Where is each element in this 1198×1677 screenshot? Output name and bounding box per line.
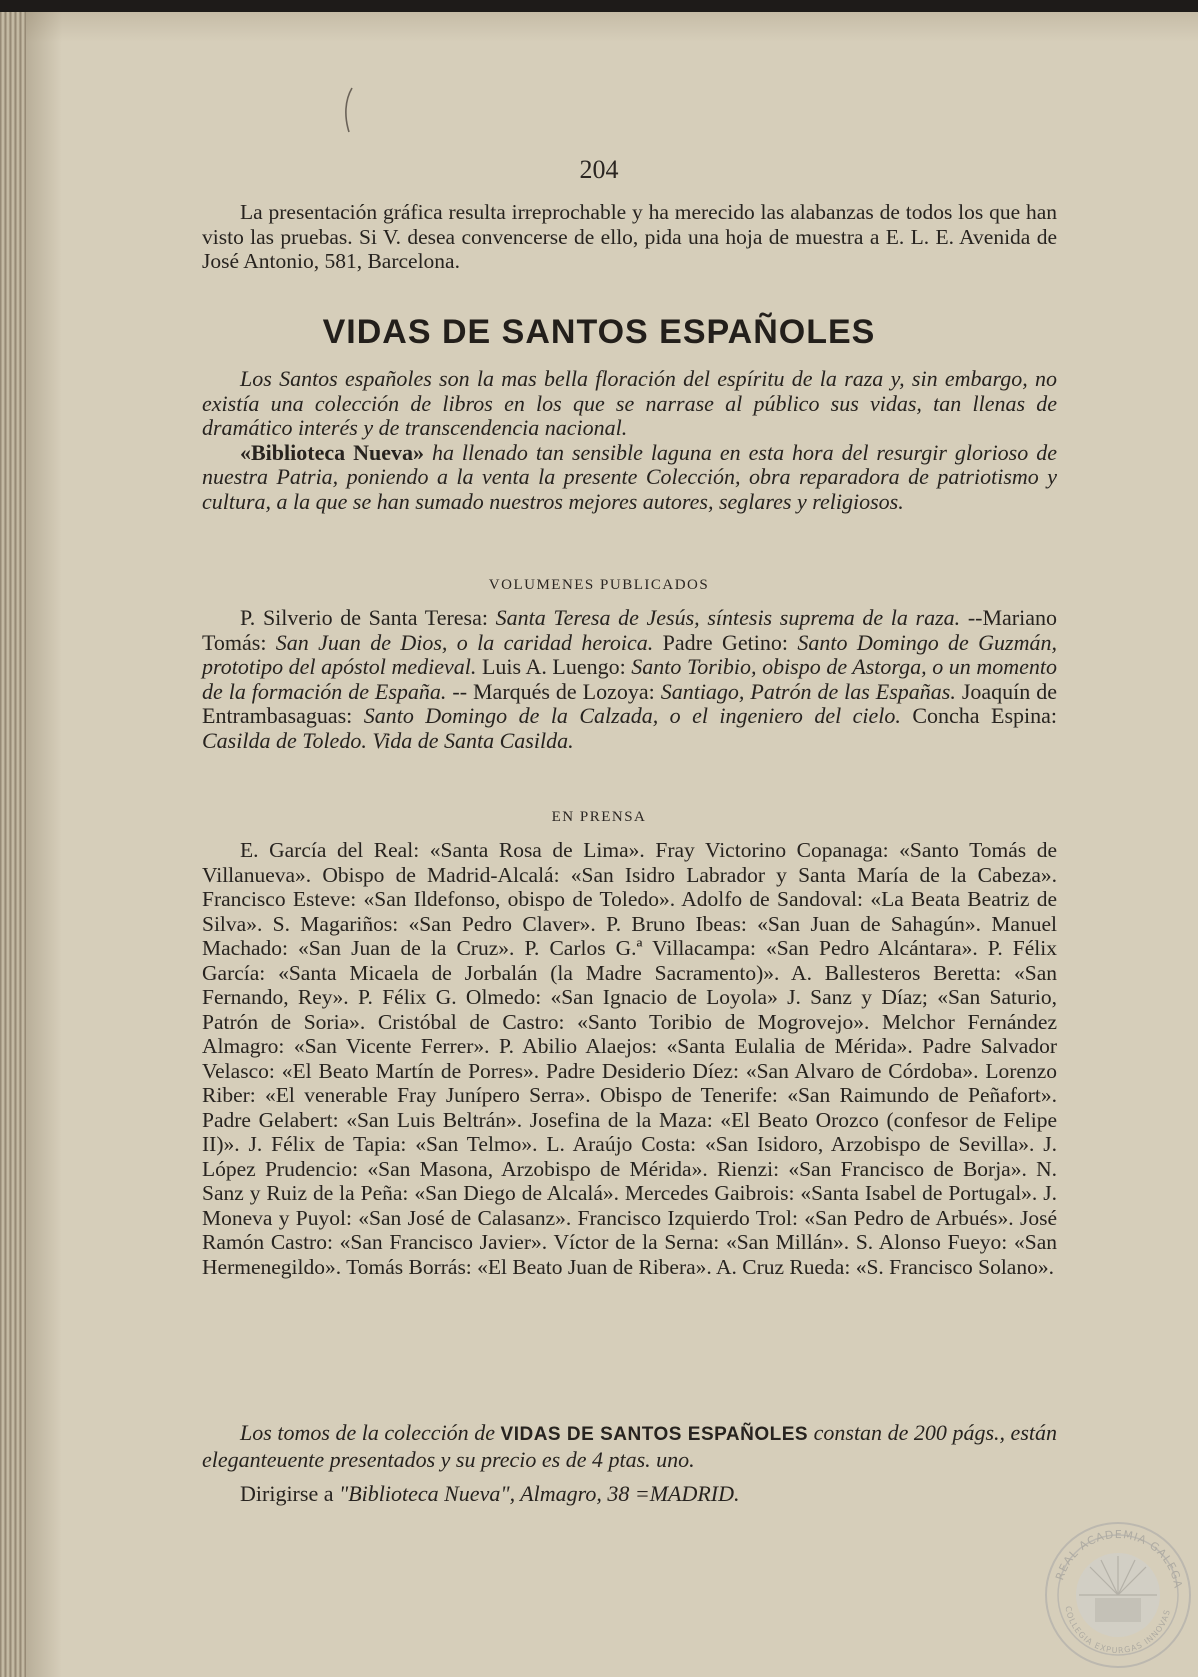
- published-title: Santo Domingo de Guzmán, prototipo del apóstol medieval.: [202, 629, 1057, 679]
- in-press-text: E. García del Real: «Santa Rosa de Lima». Fray Victorino Copanaga: «Santo Tomás de Villanueva». Obispo de Madrid-Alcalá: «San Isidro Labrador y Santa María de la Cabeza». Francisco Esteve: «San Ildefonso, obispo de Toledo». Adolfo de Sandoval: «La Beata Beatriz de Silva». S. Magariños: «San Pedro Claver». P. Bruno Ibeas: «San Juan de Sahagún». Manuel Machado: «San Juan de la Cruz». P. Carlos G.ª Villacampa: «San Pedro Alcántara». P. Félix García: «Santa Micaela de Jorbalán (la Madre Sacramento)». A. Ballesteros Beretta: «San Fernando, Rey». P. Félix G. Olmedo: «San Ignacio de Loyola» J. Sanz y Díaz; «San Saturio, Patrón de Soria». Cristóbal de Castro: «Santo Toribio de Mogrovejo». Melchor Fernández Almagro: «San Vicente Ferrer». P. Abilio Alaejos: «Santa Eulalia de Mérida». Padre Salvador Velasco: «El Beato Martín de Porres». Padre Desiderio Díez: «San Alvaro de Córdoba». Lorenzo Riber: «El venerable Fray Junípero Serra». Obispo de Tenerife: «San Raimundo de Peñafort». Padre Gelabert: «San Luis Beltrán». Josefina de la Maza: «El Beato Orozco (confesor de Felipe II)». J. Félix de Tapia: «San Telmo». L. Araújo Costa: «San Isidoro, Arzobispo de Sevilla». J. López Prudencio: «San Masona, Arzobispo de Mérida». Rienzi: «San Francisco de Borja». N. Sanz y Ruiz de la Peña: «San Diego de Alcalá». Mercedes Gaibrois: «Santa Isabel de Portugal». J. Moneva y Puyol: «San José de Calasanz». Francisco Izquierdo Trol: «San Pedro de Arbués». José Ramón Castro: «San Francisco Javier». Víctor de la Serna: «San Millán». S. Alonso Fueyo: «San Hermenegildo». Tomás Borrás: «El Beato Juan de Ribera». A. Cruz Rueda: «S. Francisco Solano».: [202, 838, 1057, 1279]
- published-title: Santiago, Patrón de las Españas.: [660, 678, 956, 704]
- intro-paragraph: [202, 200, 1057, 274]
- published-author: Padre Getino:: [653, 629, 798, 655]
- published-title: Santo Domingo de la Calzada, o el ingeniero del cielo.: [363, 703, 901, 728]
- page-number: 204: [579, 155, 619, 184]
- promo-paragraph-2: [202, 441, 1057, 515]
- published-author: Joaquín de Entrambasaguas:: [202, 678, 1057, 728]
- in-press-list: [202, 838, 1057, 1279]
- promo-block: [202, 367, 1057, 514]
- published-title: Santa Teresa de Jesús, síntesis suprema de la raza.: [495, 605, 961, 630]
- promo-paragraph-2-text: ha llenado tan sensible laguna en esta hora del resurgir glorioso de nuestra Patria, poniendo a la venta la presente Colección, obra reparadora de patriotismo y cultura, a la que se han sumado nuestros mejores autores, seglares y religiosos.: [202, 439, 1057, 514]
- svg-text:REAL ACADEMIA GALEGA: REAL ACADEMIA GALEGA: [1053, 1527, 1185, 1590]
- publisher-address: , Almagro, 38 =MADRID.: [509, 1481, 740, 1506]
- publisher-name: «Biblioteca Nueva»: [240, 439, 424, 465]
- published-title: Santo Toribio, obispo de Astorga, o un momento de la formación de España.: [202, 654, 1057, 704]
- published-paragraph: [202, 606, 1057, 753]
- published-heading: VOLUMENES PUBLICADOS: [488, 577, 710, 593]
- published-author: Luis A. Luengo:: [476, 654, 632, 679]
- pencil-mark: [340, 86, 360, 134]
- published-author: --Mariano Tomás:: [202, 605, 1058, 655]
- published-title: Casilda de Toledo. Vida de Santa Casilda.: [202, 727, 574, 753]
- contact-line: [202, 1482, 1057, 1507]
- section-title: VIDAS DE SANTOS ESPAÑOLES: [322, 313, 876, 351]
- contact-paragraph: [202, 1482, 1057, 1507]
- intro-text: La presentación gráfica resulta irreprochable y ha merecido las alabanzas de todos los que han visto las pruebas. Si V. desea convencerse de ello, pida una hoja de muestra a E. L. E. Avenida de José Antonio, 581, Barcelona.: [202, 200, 1057, 273]
- collection-info-paragraph: [202, 1421, 1057, 1472]
- published-title: San Juan de Dios, o la caridad heroica.: [275, 629, 654, 655]
- collection-info-text: Los tomos de la colección de: [240, 1420, 501, 1445]
- published-author: P. Silverio de Santa Teresa:: [240, 605, 496, 630]
- publisher-quote: "Biblioteca Nueva": [338, 1481, 510, 1506]
- library-stamp: [1043, 1520, 1193, 1670]
- published-author: Concha Espina:: [900, 703, 1057, 728]
- svg-text:COLLEGIA EXPURGAS INNOVAS: COLLEGIA EXPURGAS INNOVAS: [1063, 1605, 1173, 1656]
- promo-paragraph-1: Los Santos españoles son la mas bella floración del espíritu de la raza y, sin embargo, no existía una colección de libros en los que se narrase al público sus vidas, tan llenas de dramático interés y de transcendencia nacional.: [202, 366, 1057, 440]
- published-list: [202, 606, 1057, 753]
- in-press-heading: EN PRENSA: [551, 809, 647, 825]
- published-author: -- Marqués de Lozoya:: [446, 678, 661, 704]
- collection-info: [202, 1421, 1057, 1472]
- collection-info-text: constan de 200 págs., están eleganteuente presentados y su precio es de 4 ptas. uno.: [202, 1420, 1057, 1472]
- collection-name: VIDAS DE SANTOS ESPAÑOLES: [500, 1424, 809, 1445]
- book-binding-edge: [0, 12, 26, 1677]
- contact-text: Dirigirse a: [240, 1481, 339, 1506]
